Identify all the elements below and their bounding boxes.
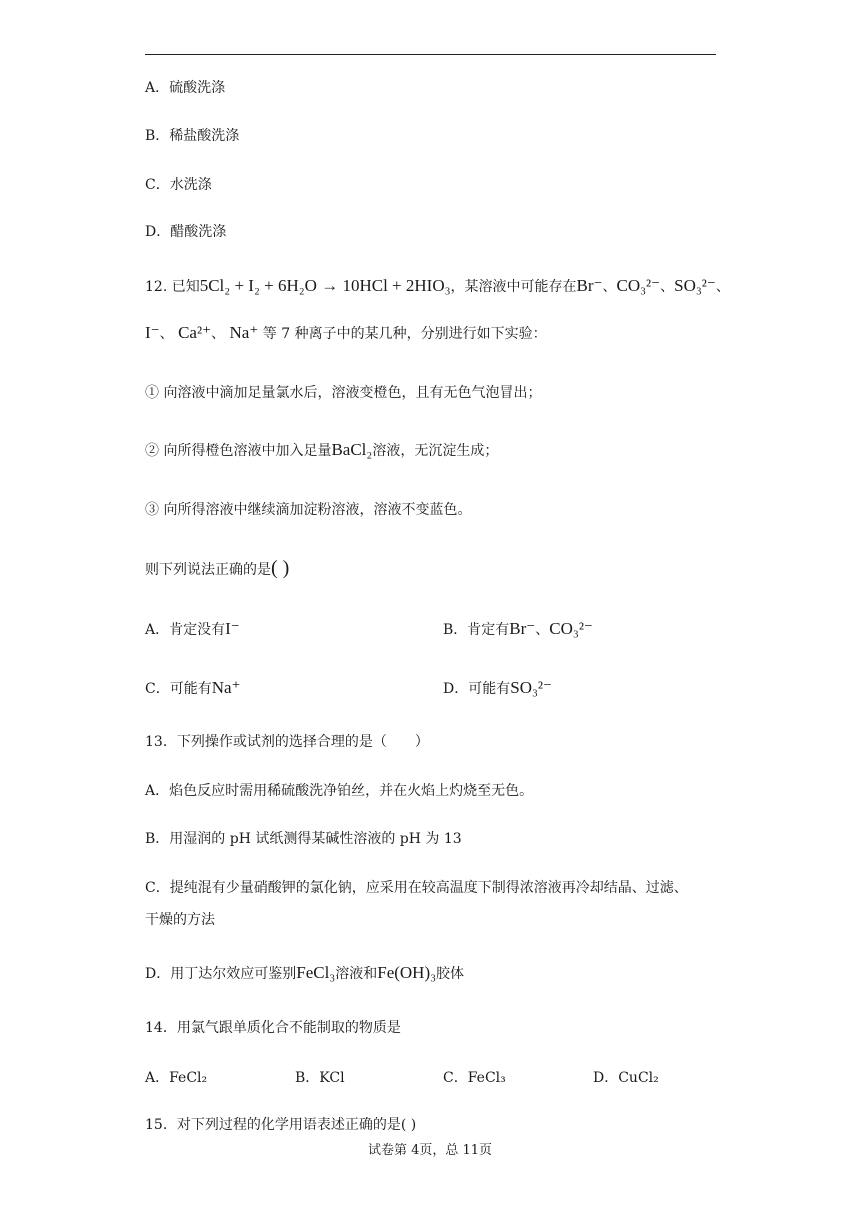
q15-stem: 15．对下列过程的化学用语表述正确的是( ) [145, 1117, 417, 1133]
q11-option-d: D．醋酸洗涤 [145, 224, 227, 240]
header-rule [145, 54, 716, 55]
q14-option-a: A．FeCl₂ [145, 1070, 208, 1086]
q13-option-c-line2: 干燥的方法 [145, 912, 215, 928]
q12-step-3: ③ 向所得溶液中继续滴加淀粉溶液，溶液不变蓝色。 [145, 502, 472, 518]
q13-option-b: B．用湿润的 pH 试纸测得某碱性溶液的 pH 为 13 [145, 831, 462, 847]
q12-equation: 5Cl₂ + I₂ + 6H₂O → 10HCl + 2HIO₃ [199, 276, 451, 295]
q12-option-a: A．肯定没有I⁻ [145, 619, 240, 638]
q14-stem: 14．用氯气跟单质化合不能制取的物质是 [145, 1020, 401, 1036]
q13-option-a: A．焰色反应时需用稀硫酸洗净铂丝，并在火焰上灼烧至无色。 [145, 783, 534, 799]
q14-option-d: D．CuCl₂ [593, 1070, 659, 1086]
q12-step-1: ① 向溶液中滴加足量氯水后，溶液变橙色，且有无色气泡冒出； [145, 385, 542, 401]
q14-option-c: C．FeCl₃ [443, 1070, 506, 1086]
q12-option-c: C．可能有Na⁺ [145, 678, 241, 697]
q11-option-b: B．稀盐酸洗涤 [145, 128, 240, 144]
q12-option-d: D．可能有SO₃²⁻ [443, 678, 552, 697]
q13-option-c-line1: C．提纯混有少量硝酸钾的氯化钠，应采用在较高温度下制得浓溶液再冷却结晶、过滤、 [145, 880, 688, 896]
q12-question: 则下列说法正确的是( ) [145, 557, 290, 579]
q12-stem-line1: 12. 已知5Cl₂ + I₂ + 6H₂O → 10HCl + 2HIO₃，某溶液中可能存在Br⁻、CO₃²⁻、SO₃²⁻、 [145, 276, 730, 295]
q13-option-d: D．用丁达尔效应可鉴别FeCl₃溶液和Fe(OH)₃胶体 [145, 963, 465, 982]
q12-option-b: B．肯定有Br⁻、CO₃²⁻ [443, 619, 593, 638]
page-footer: 试卷第 4页，总 11页 [367, 1143, 493, 1158]
q11-option-a: A．硫酸洗涤 [145, 80, 226, 96]
q12-step-2: ② 向所得橙色溶液中加入足量BaCl₂溶液，无沉淀生成； [145, 440, 499, 459]
q13-stem: 13．下列操作或试剂的选择合理的是（ ） [145, 734, 429, 750]
q14-option-b: B．KCl [295, 1070, 345, 1086]
q12-stem-line2: I⁻、 Ca²⁺、 Na⁺ 等 7 种离子中的某几种，分别进行如下实验： [145, 323, 547, 342]
q11-option-c: C．水洗涤 [145, 177, 212, 193]
